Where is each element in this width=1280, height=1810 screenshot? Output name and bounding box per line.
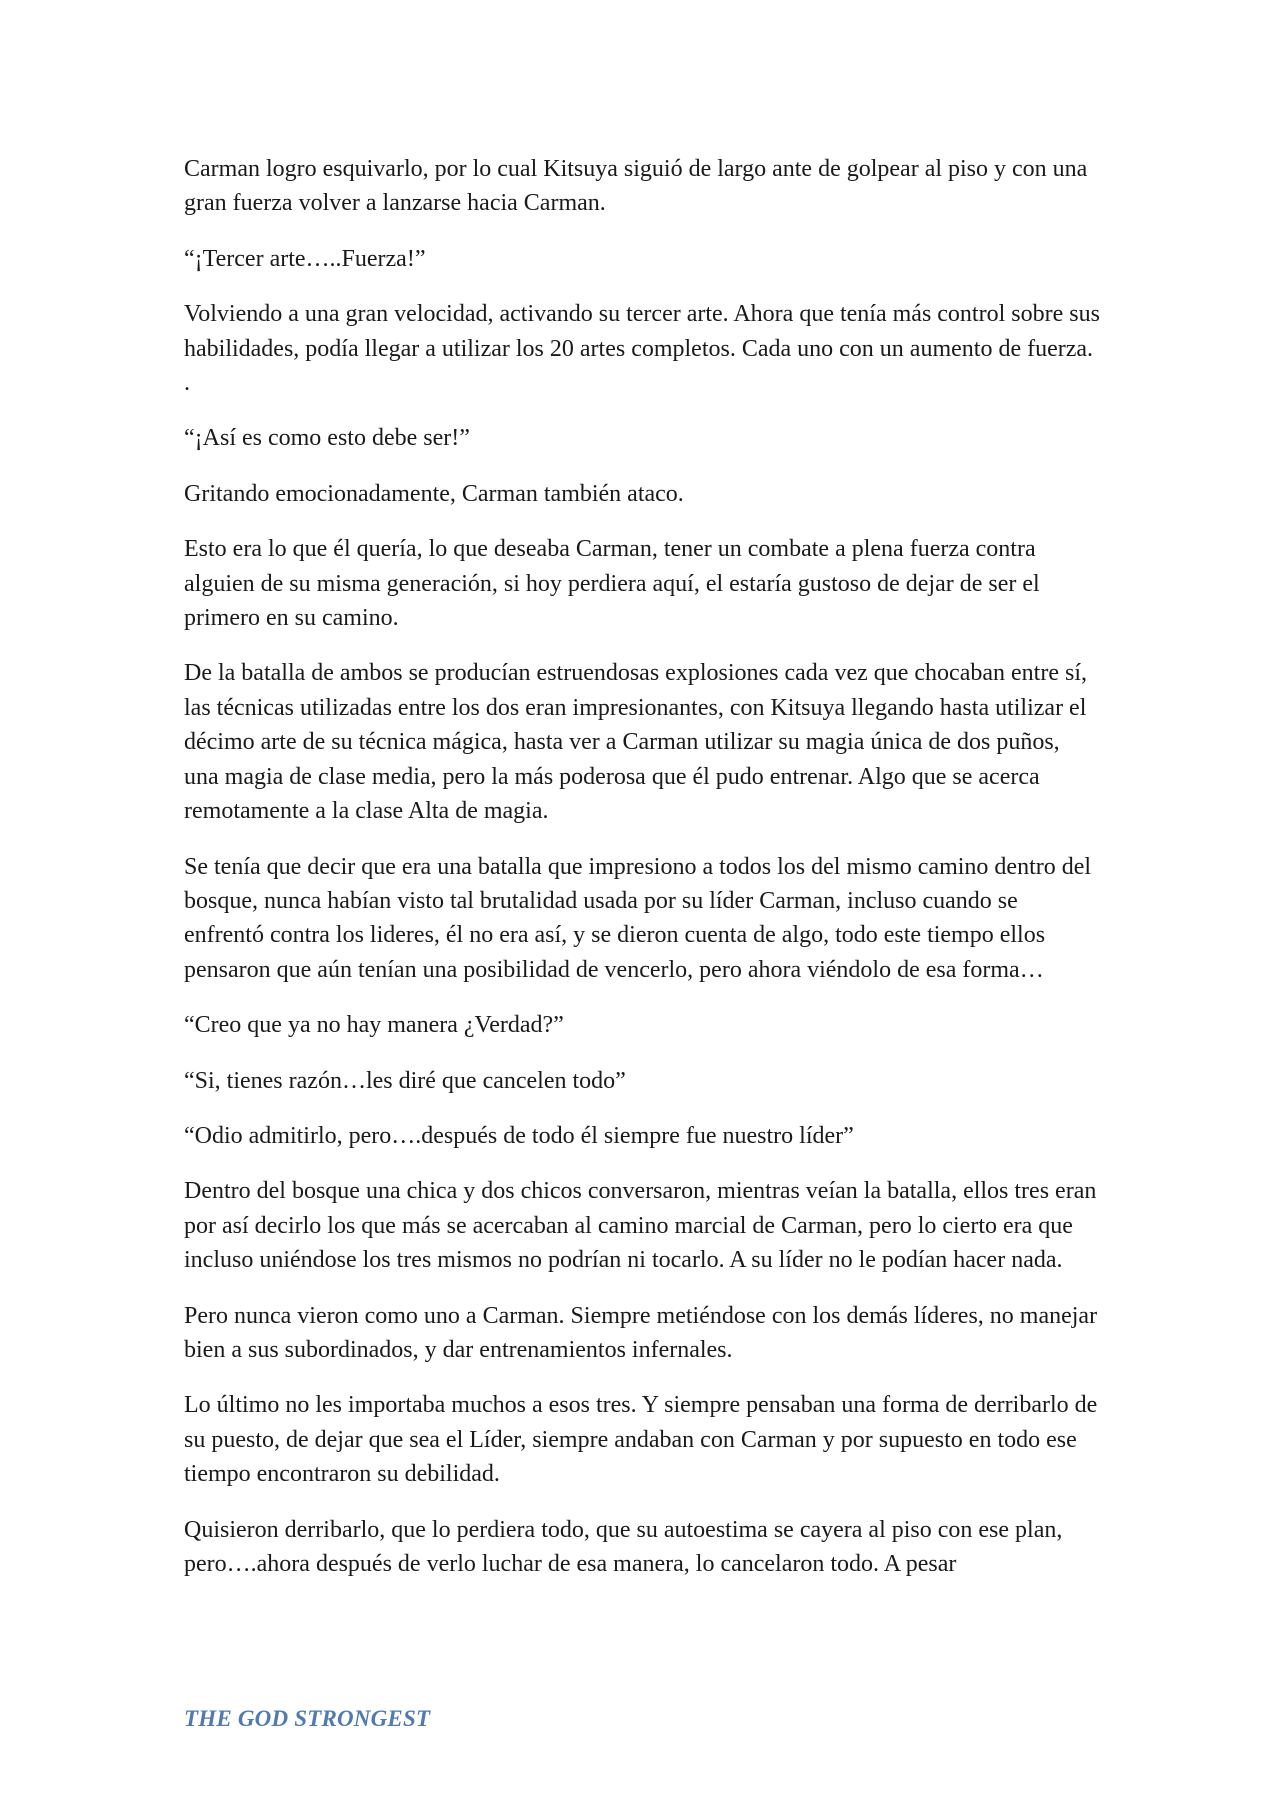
paragraph: Esto era lo que él quería, lo que deseaba Carman, tener un combate a plena fuerza contra alguien de su misma generación, si hoy perdiera aquí, el estaría gustoso de dejar de ser el primero en su camino. [184, 536, 1040, 632]
paragraph: Se tenía que decir que era una batalla que impresiono a todos los del mismo camino dentro del bosque, nunca habían visto tal brutalidad usada por su líder Carman, incluso cuando se enfrentó contra los lideres, él no era así, y se dieron cuenta de algo, todo este tiempo ellos pensaron que aún tenían una posibilidad de vencerlo, pero ahora viéndolo de esa forma… [184, 853, 1092, 983]
paragraph: De la batalla de ambos se producían estruendosas explosiones cada vez que chocaban entre sí, las técnicas utilizadas entre los dos eran impresionantes, con Kitsuya llegando hasta utilizar el décimo arte de su técnica mágica, hasta ver a Carman utilizar su magia única de dos puños, una magia de clase media, pero la más poderosa que él pudo entrenar. Algo que se acerca remotamente a la clase Alta de magia. [184, 660, 1087, 825]
dialogue-line: “Si, tienes razón…les diré que cancelen todo” [184, 1067, 626, 1094]
paragraph: Dentro del bosque una chica y dos chicos conversaron, mientras veían la batalla, ellos tres eran por así decirlo los que más se acercaban al camino marcial de Carman, pero lo cierto era que incluso uniéndose los tres mismos no podrían ni tocarlo. A su líder no le podían hacer nada. [184, 1178, 1097, 1274]
dialogue-line: “¡Tercer arte…..Fuerza!” [184, 245, 426, 272]
paragraph: Gritando emocionadamente, Carman también ataco. [184, 480, 684, 507]
document-body [184, 152, 1100, 1602]
paragraph: Volviendo a una gran velocidad, activando su tercer arte. Ahora que tenía más control sobre sus habilidades, podía llegar a utilizar los 20 artes completos. Cada uno con un aumento de fuerza. . [184, 301, 1100, 397]
dialogue-line: “¡Así es como esto debe ser!” [184, 425, 470, 452]
paragraph: Quisieron derribarlo, que lo perdiera todo, que su autoestima se cayera al piso con ese plan, pero….ahora después de verlo luchar de esa manera, lo cancelaron todo. A pesar [184, 1516, 1063, 1577]
dialogue-line: “Creo que ya no hay manera ¿Verdad?” [184, 1012, 564, 1039]
paragraph: Pero nunca vieron como uno a Carman. Siempre metiéndose con los demás líderes, no manejar bien a sus subordinados, y dar entrenamientos infernales. [184, 1302, 1098, 1363]
paragraph: Carman logro esquivarlo, por lo cual Kitsuya siguió de largo ante de golpear al piso y con una gran fuerza volver a lanzarse hacia Carman. [184, 156, 1088, 217]
dialogue-line: “Odio admitirlo, pero….después de todo él siempre fue nuestro líder” [184, 1122, 854, 1149]
paragraph: Lo último no les importaba muchos a esos tres. Y siempre pensaban una forma de derribarlo de su puesto, de dejar que sea el Líder, siempre andaban con Carman y por supuesto en todo ese tiempo encontraron su debilidad. [184, 1392, 1098, 1488]
footer-book-title: THE GOD STRONGEST [184, 1706, 431, 1731]
